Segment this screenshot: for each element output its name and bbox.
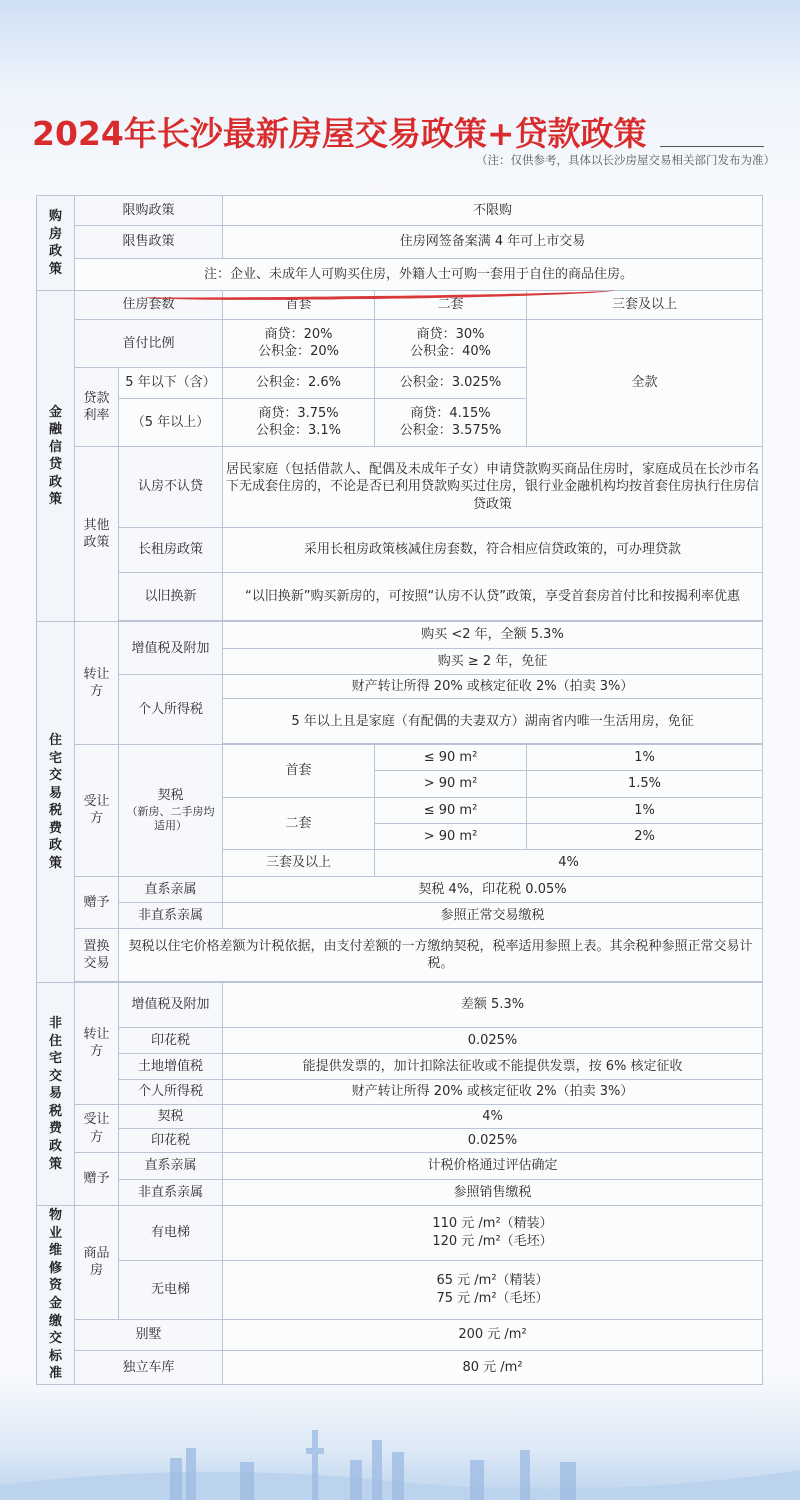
header-third: 三套及以上 xyxy=(527,291,763,319)
res-pit-1: 财产转让所得 20% 或核定征收 2%（拍卖 3%） xyxy=(223,675,763,699)
section-purchase: 购房政策 xyxy=(37,196,75,291)
commercial-label: 商品房 xyxy=(75,1206,119,1320)
res-gift-label: 赠予 xyxy=(75,876,119,929)
nonres-vat-label: 增值税及附加 xyxy=(119,983,223,1028)
nonres-nondirect-value: 参照销售缴税 xyxy=(223,1179,763,1205)
nonres-gift-label: 赠予 xyxy=(75,1153,119,1206)
res-direct-label: 直系亲属 xyxy=(119,876,223,902)
rfbrd-value: 居民家庭（包括借款人、配偶及未成年子女）申请贷款购买商品住房时，家庭成员在长沙市名下无成套住房的，不论是否已利用贷款购买过住房，银行业金融机构均按首套住房执行住房信贷政策 xyxy=(223,447,763,528)
elevator-label: 有电梯 xyxy=(119,1206,223,1261)
nonres-land-label: 土地增值税 xyxy=(119,1054,223,1080)
page-title: 2024年长沙最新房屋交易政策+贷款政策 xyxy=(32,114,647,153)
nonres-pit-value: 财产转让所得 20% 或核定征收 2%（拍卖 3%） xyxy=(223,1080,763,1104)
rate-long-label: （5 年以上） xyxy=(119,398,223,447)
res-swap-label: 置换交易 xyxy=(75,929,119,982)
nonres-stamp-label: 印花税 xyxy=(119,1027,223,1053)
res-second-le90: ≤ 90 m² xyxy=(375,797,527,823)
res-first: 首套 xyxy=(223,745,375,798)
res-vat-1: 购买 <2 年，全额 5.3% xyxy=(223,622,763,648)
nonres-buyer-stamp-value: 0.025% xyxy=(223,1129,763,1153)
limit-sell-label: 限售政策 xyxy=(75,226,223,258)
rate-short-second: 公积金：3.025% xyxy=(375,368,527,398)
down-payment-label: 首付比例 xyxy=(75,319,223,368)
section-nonresidential-tax: 非住宅交易税费政策 xyxy=(37,983,75,1206)
nonres-deed-value: 4% xyxy=(223,1104,763,1128)
section-finance: 金融信贷政策 xyxy=(37,291,75,622)
nonres-buyer-label: 受让方 xyxy=(75,1104,119,1153)
nonres-seller-label: 转让方 xyxy=(75,983,119,1105)
res-second-gt90-rate: 2% xyxy=(527,824,763,850)
res-deed-label: 契税 （新房、二手房均适用） xyxy=(119,745,223,877)
res-seller-label: 转让方 xyxy=(75,622,119,745)
nonres-deed-label: 契税 xyxy=(119,1104,223,1128)
rate-long-first: 商贷：3.75% 公积金：3.1% xyxy=(223,398,375,447)
res-first-gt90-rate: 1.5% xyxy=(527,771,763,797)
nonres-pit-label: 个人所得税 xyxy=(119,1080,223,1104)
limit-buy-label: 限购政策 xyxy=(75,196,223,226)
villa-label: 别墅 xyxy=(75,1319,223,1351)
rent-label: 长租房政策 xyxy=(119,528,223,573)
purchase-note: 注：企业、未成年人可购买住房，外籍人士可购一套用于自住的商品住房。 xyxy=(75,258,763,290)
res-first-gt90: > 90 m² xyxy=(375,771,527,797)
res-third-value: 4% xyxy=(375,850,763,876)
no-elevator-value: 65 元 /m²（精装） 75 元 /m²（毛坯） xyxy=(223,1260,763,1319)
subtitle-note: （注：仅供参考，具体以长沙房屋交易相关部门发布为准） xyxy=(476,153,775,167)
res-first-le90: ≤ 90 m² xyxy=(375,745,527,771)
rate-short-first: 公积金：2.6% xyxy=(223,368,375,398)
loan-rate-label: 贷款利率 xyxy=(75,368,119,447)
rent-value: 采用长租房政策核减住房套数，符合相应信贷政策的，可办理贷款 xyxy=(223,528,763,573)
nonres-stamp-value: 0.025% xyxy=(223,1027,763,1053)
res-second-le90-rate: 1% xyxy=(527,797,763,823)
nonres-vat-value: 差额 5.3% xyxy=(223,983,763,1028)
city-skyline-decoration xyxy=(0,1390,800,1500)
header-second: 二套 xyxy=(375,291,527,319)
res-vat-label: 增值税及附加 xyxy=(119,622,223,675)
res-second: 二套 xyxy=(223,797,375,850)
set-count-label: 住房套数 xyxy=(75,291,223,319)
nonres-direct-value: 计税价格通过评估确定 xyxy=(223,1153,763,1179)
no-elevator-label: 无电梯 xyxy=(119,1260,223,1319)
res-first-le90-rate: 1% xyxy=(527,745,763,771)
res-nondirect-label: 非直系亲属 xyxy=(119,903,223,929)
res-second-gt90: > 90 m² xyxy=(375,824,527,850)
limit-buy-value: 不限购 xyxy=(223,196,763,226)
rfbrd-label: 认房不认贷 xyxy=(119,447,223,528)
res-vat-2: 购买 ≥ 2 年，免征 xyxy=(223,648,763,674)
policy-table xyxy=(36,195,763,1385)
garage-label: 独立车库 xyxy=(75,1351,223,1385)
rate-long-second: 商贷：4.15% 公积金：3.575% xyxy=(375,398,527,447)
section-maintenance: 物业维修资金缴交标准 xyxy=(37,1206,75,1385)
res-nondirect-value: 参照正常交易缴税 xyxy=(223,903,763,929)
other-policy-label: 其他政策 xyxy=(75,447,119,622)
res-pit-label: 个人所得税 xyxy=(119,675,223,745)
res-direct-value: 契税 4%，印花税 0.05% xyxy=(223,876,763,902)
down-second: 商贷：30% 公积金：40% xyxy=(375,319,527,368)
nonres-direct-label: 直系亲属 xyxy=(119,1153,223,1179)
down-first: 商贷：20% 公积金：20% xyxy=(223,319,375,368)
title-rule xyxy=(660,146,764,147)
header-first: 首套 xyxy=(223,291,375,319)
swap-label: 以旧换新 xyxy=(119,572,223,621)
section-residential-tax: 住宅交易税费政策 xyxy=(37,622,75,983)
swap-value: “以旧换新”购买新房的，可按照“认房不认贷”政策，享受首套房首付比和按揭利率优惠 xyxy=(223,572,763,621)
nonres-land-value: 能提供发票的，加计扣除法征收或不能提供发票，按 6% 核定征收 xyxy=(223,1054,763,1080)
garage-value: 80 元 /m² xyxy=(223,1351,763,1385)
full-payment: 全款 xyxy=(527,319,763,447)
rate-short-label: 5 年以下（含） xyxy=(119,368,223,398)
nonres-nondirect-label: 非直系亲属 xyxy=(119,1179,223,1205)
res-swap-value: 契税以住宅价格差额为计税依据，由支付差额的一方缴纳契税，税率适用参照上表。其余税种参照正常交易计税。 xyxy=(119,929,763,982)
nonres-buyer-stamp-label: 印花税 xyxy=(119,1129,223,1153)
res-third-label: 三套及以上 xyxy=(223,850,375,876)
res-pit-2: 5 年以上且是家庭（有配偶的夫妻双方）湖南省内唯一生活用房，免征 xyxy=(223,699,763,744)
limit-sell-value: 住房网签备案满 4 年可上市交易 xyxy=(223,226,763,258)
villa-value: 200 元 /m² xyxy=(223,1319,763,1351)
elevator-value: 110 元 /m²（精装） 120 元 /m²（毛坯） xyxy=(223,1206,763,1261)
res-buyer-label: 受让方 xyxy=(75,745,119,877)
